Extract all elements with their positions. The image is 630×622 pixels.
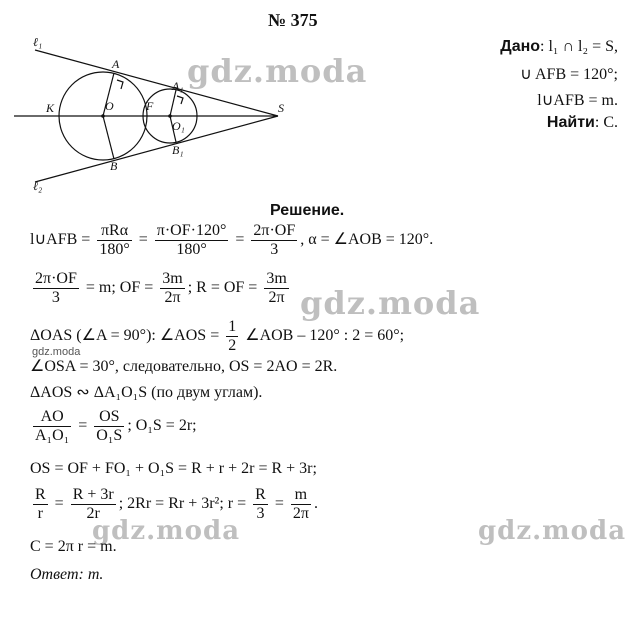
- equation-2: $\frac{2\pi\cdot OF}{3}$ = m; OF = $\frac{3m}{2\pi}$ ; R = OF = $\frac{3m}{2\pi}$: [35, 270, 287, 306]
- label-F: F: [146, 99, 154, 113]
- watermark-4: gdz.moda: [478, 516, 627, 546]
- radius-OB: [103, 116, 114, 159]
- radius-O1A1: [170, 90, 176, 116]
- label-K: K: [46, 101, 55, 115]
- equation-7: OS = OF + FO₁ + O₁S = R + r + 2r = R + 3r;: [30, 460, 317, 477]
- line-l2: [35, 116, 278, 182]
- watermark-3: gdz.moda: [92, 516, 241, 546]
- label-O: O: [105, 99, 114, 113]
- watermark-small: gdz.moda: [32, 346, 81, 358]
- equation-6: $\frac{AO}{\text{A₁O₁}}$ = $\frac{OS}{\text{O₁S}}$ ; O₁S = 2r;: [35, 408, 197, 444]
- label-l2: ℓ₂: [33, 179, 43, 193]
- watermark-2: gdz.moda: [300, 284, 481, 322]
- right-angle-A: [117, 80, 123, 89]
- solution-heading: Решение.: [270, 202, 345, 219]
- right-angle-A1: [177, 96, 183, 104]
- given-line-3: l∪AFB = m.: [537, 92, 618, 109]
- answer: Ответ: m.: [30, 566, 104, 583]
- label-B1: B₁: [172, 143, 184, 157]
- label-l1: ℓ₁: [33, 35, 43, 49]
- find-line: Найти: C.: [546, 114, 618, 131]
- watermark-1: gdz.moda: [187, 52, 368, 90]
- label-O1: O₁: [172, 119, 185, 133]
- label-A1: A₁: [172, 79, 184, 93]
- equation-5: ΔAOS ∾ ΔA₁O₁S (по двум углам).: [30, 384, 263, 401]
- given-line-1: Дано: l₁ ∩ l₂ = S,: [500, 38, 618, 55]
- equation-1: l∪AFB = $\frac{\text{πRα}}{180^\circ}$ = $\frac{\pi\cdot OF\cdot 120^\circ}{180^\circ}$ = $\frac{2\pi\cdot OF}{3}$ , α = ∠AOB = 120°.: [30, 222, 434, 258]
- equation-4: ∠OSA = 30°, следовательно, OS = 2AO = 2R.: [30, 358, 338, 375]
- label-A: A: [112, 57, 120, 71]
- problem-number: № 375: [268, 10, 318, 30]
- label-B: B: [110, 159, 118, 173]
- equation-8: $\frac{R}{r}$ = $\frac{R + 3r}{2r}$ ; 2Rr = Rr + 3r²; r = $\frac{R}{3}$ = $\frac{m}{2\pi}$ .: [35, 486, 318, 522]
- equation-9: C = 2π r = m.: [30, 538, 117, 555]
- given-line-2: ∪ AFB = 120°;: [520, 66, 618, 83]
- label-S: S: [278, 101, 284, 115]
- equation-3: ΔOAS (∠A = 90°): ∠AOS = $\frac{1}{2}$ ∠AOB – 120° : 2 = 60°;: [30, 318, 405, 354]
